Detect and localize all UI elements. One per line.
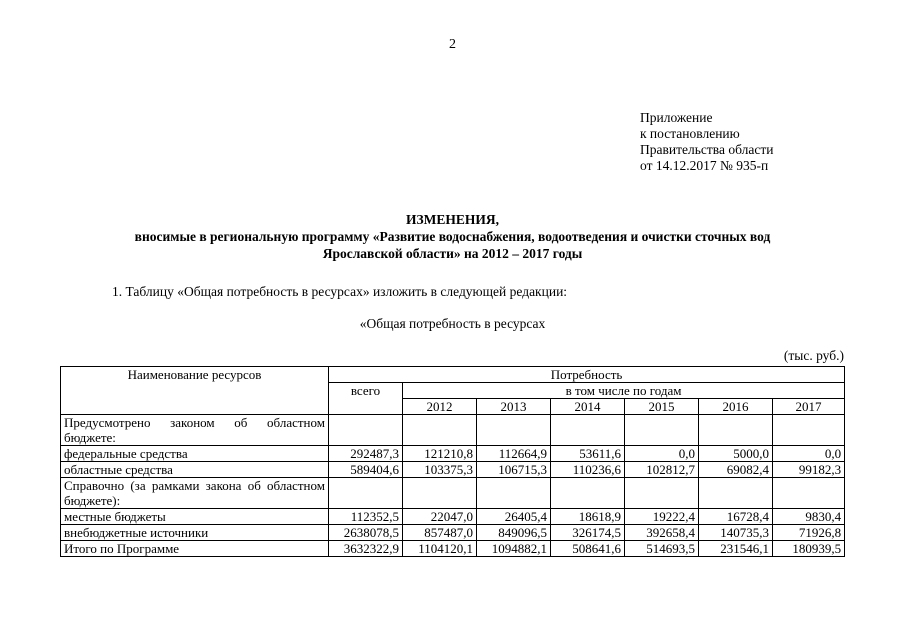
cell-year-value: 326174,5 [551,525,625,541]
row-label: местные бюджеты [61,509,329,525]
title-heading: ИЗМЕНЕНИЯ, [405,212,499,227]
cell-total: 112352,5 [329,509,403,525]
approval-line: Приложение [640,110,713,125]
approval-line: от 14.12.2017 № 935-п [640,158,769,173]
cell-year-value: 180939,5 [773,541,845,557]
cell-year-value: 857487,0 [403,525,477,541]
units-label: (тыс. руб.) [783,348,844,363]
cell-year-value: 5000,0 [699,446,773,462]
cell-year-value [403,478,477,509]
cell-year-value [551,415,625,446]
row-label: федеральные средства [61,446,329,462]
resources-table [60,366,845,557]
table-row [61,541,845,557]
cell-year-value: 19222,4 [625,509,699,525]
cell-year-value: 106715,3 [477,462,551,478]
header-by-years: в том числе по годам [403,383,845,399]
cell-year-value: 16728,4 [699,509,773,525]
instruction-text: 1. Таблицу «Общая потребность в ресурсах» изложить в следующей редакции: [112,284,568,299]
cell-year-value [625,415,699,446]
header-total: всего [329,383,403,415]
cell-year-value: 231546,1 [699,541,773,557]
cell-year-value [773,478,845,509]
cell-year-value: 22047,0 [403,509,477,525]
cell-total: 589404,6 [329,462,403,478]
cell-year-value [699,478,773,509]
cell-year-value [477,478,551,509]
cell-year-value: 0,0 [773,446,845,462]
row-label: Итого по Программе [61,541,329,557]
cell-year-value: 53611,6 [551,446,625,462]
cell-year-value: 18618,9 [551,509,625,525]
header-year: 2012 [403,399,477,415]
table-row [61,462,845,478]
cell-year-value: 849096,5 [477,525,551,541]
cell-year-value: 1104120,1 [403,541,477,557]
cell-year-value: 112664,9 [477,446,551,462]
row-label: Предусмотрено законом об областном бюджете: [61,415,329,446]
cell-year-value: 508641,6 [551,541,625,557]
table-row [61,478,845,509]
cell-year-value: 514693,5 [625,541,699,557]
cell-year-value: 0,0 [625,446,699,462]
table-row [61,446,845,462]
table-title: «Общая потребность в ресурсах [359,316,546,331]
header-row [61,367,845,383]
cell-year-value: 392658,4 [625,525,699,541]
cell-year-value [773,415,845,446]
cell-year-value: 140735,3 [699,525,773,541]
document-title [0,211,905,262]
cell-year-value: 9830,4 [773,509,845,525]
cell-total [329,478,403,509]
row-label: областные средства [61,462,329,478]
cell-total [329,415,403,446]
cell-year-value [551,478,625,509]
approval-block [640,110,773,174]
cell-year-value: 103375,3 [403,462,477,478]
cell-total: 3632322,9 [329,541,403,557]
header-year: 2014 [551,399,625,415]
approval-line: к постановлению [640,126,740,141]
cell-year-value [477,415,551,446]
table-row [61,415,845,446]
cell-year-value [403,415,477,446]
page-number: 2 [449,37,456,52]
approval-line: Правительства области [640,142,774,157]
row-label: Справочно (за рамками закона об областном бюджете): [61,478,329,509]
cell-year-value: 1094882,1 [477,541,551,557]
row-label: внебюджетные источники [61,525,329,541]
cell-year-value: 121210,8 [403,446,477,462]
header-year: 2017 [773,399,845,415]
cell-total: 2638078,5 [329,525,403,541]
cell-year-value [625,478,699,509]
table-row [61,525,845,541]
cell-year-value [699,415,773,446]
header-resource-name: Наименование ресурсов [61,367,329,415]
header-year: 2013 [477,399,551,415]
cell-total: 292487,3 [329,446,403,462]
cell-year-value: 71926,8 [773,525,845,541]
cell-year-value: 69082,4 [699,462,773,478]
cell-year-value: 110236,6 [551,462,625,478]
header-year: 2016 [699,399,773,415]
cell-year-value: 102812,7 [625,462,699,478]
header-need: Потребность [329,367,845,383]
cell-year-value: 99182,3 [773,462,845,478]
header-year: 2015 [625,399,699,415]
title-line: вносимые в региональную программу «Развитие водоснабжения, водоотведения и очистки сточных вод [134,229,771,244]
title-line: Ярославской области» на 2012 – 2017 годы [322,246,583,261]
table-row [61,509,845,525]
cell-year-value: 26405,4 [477,509,551,525]
